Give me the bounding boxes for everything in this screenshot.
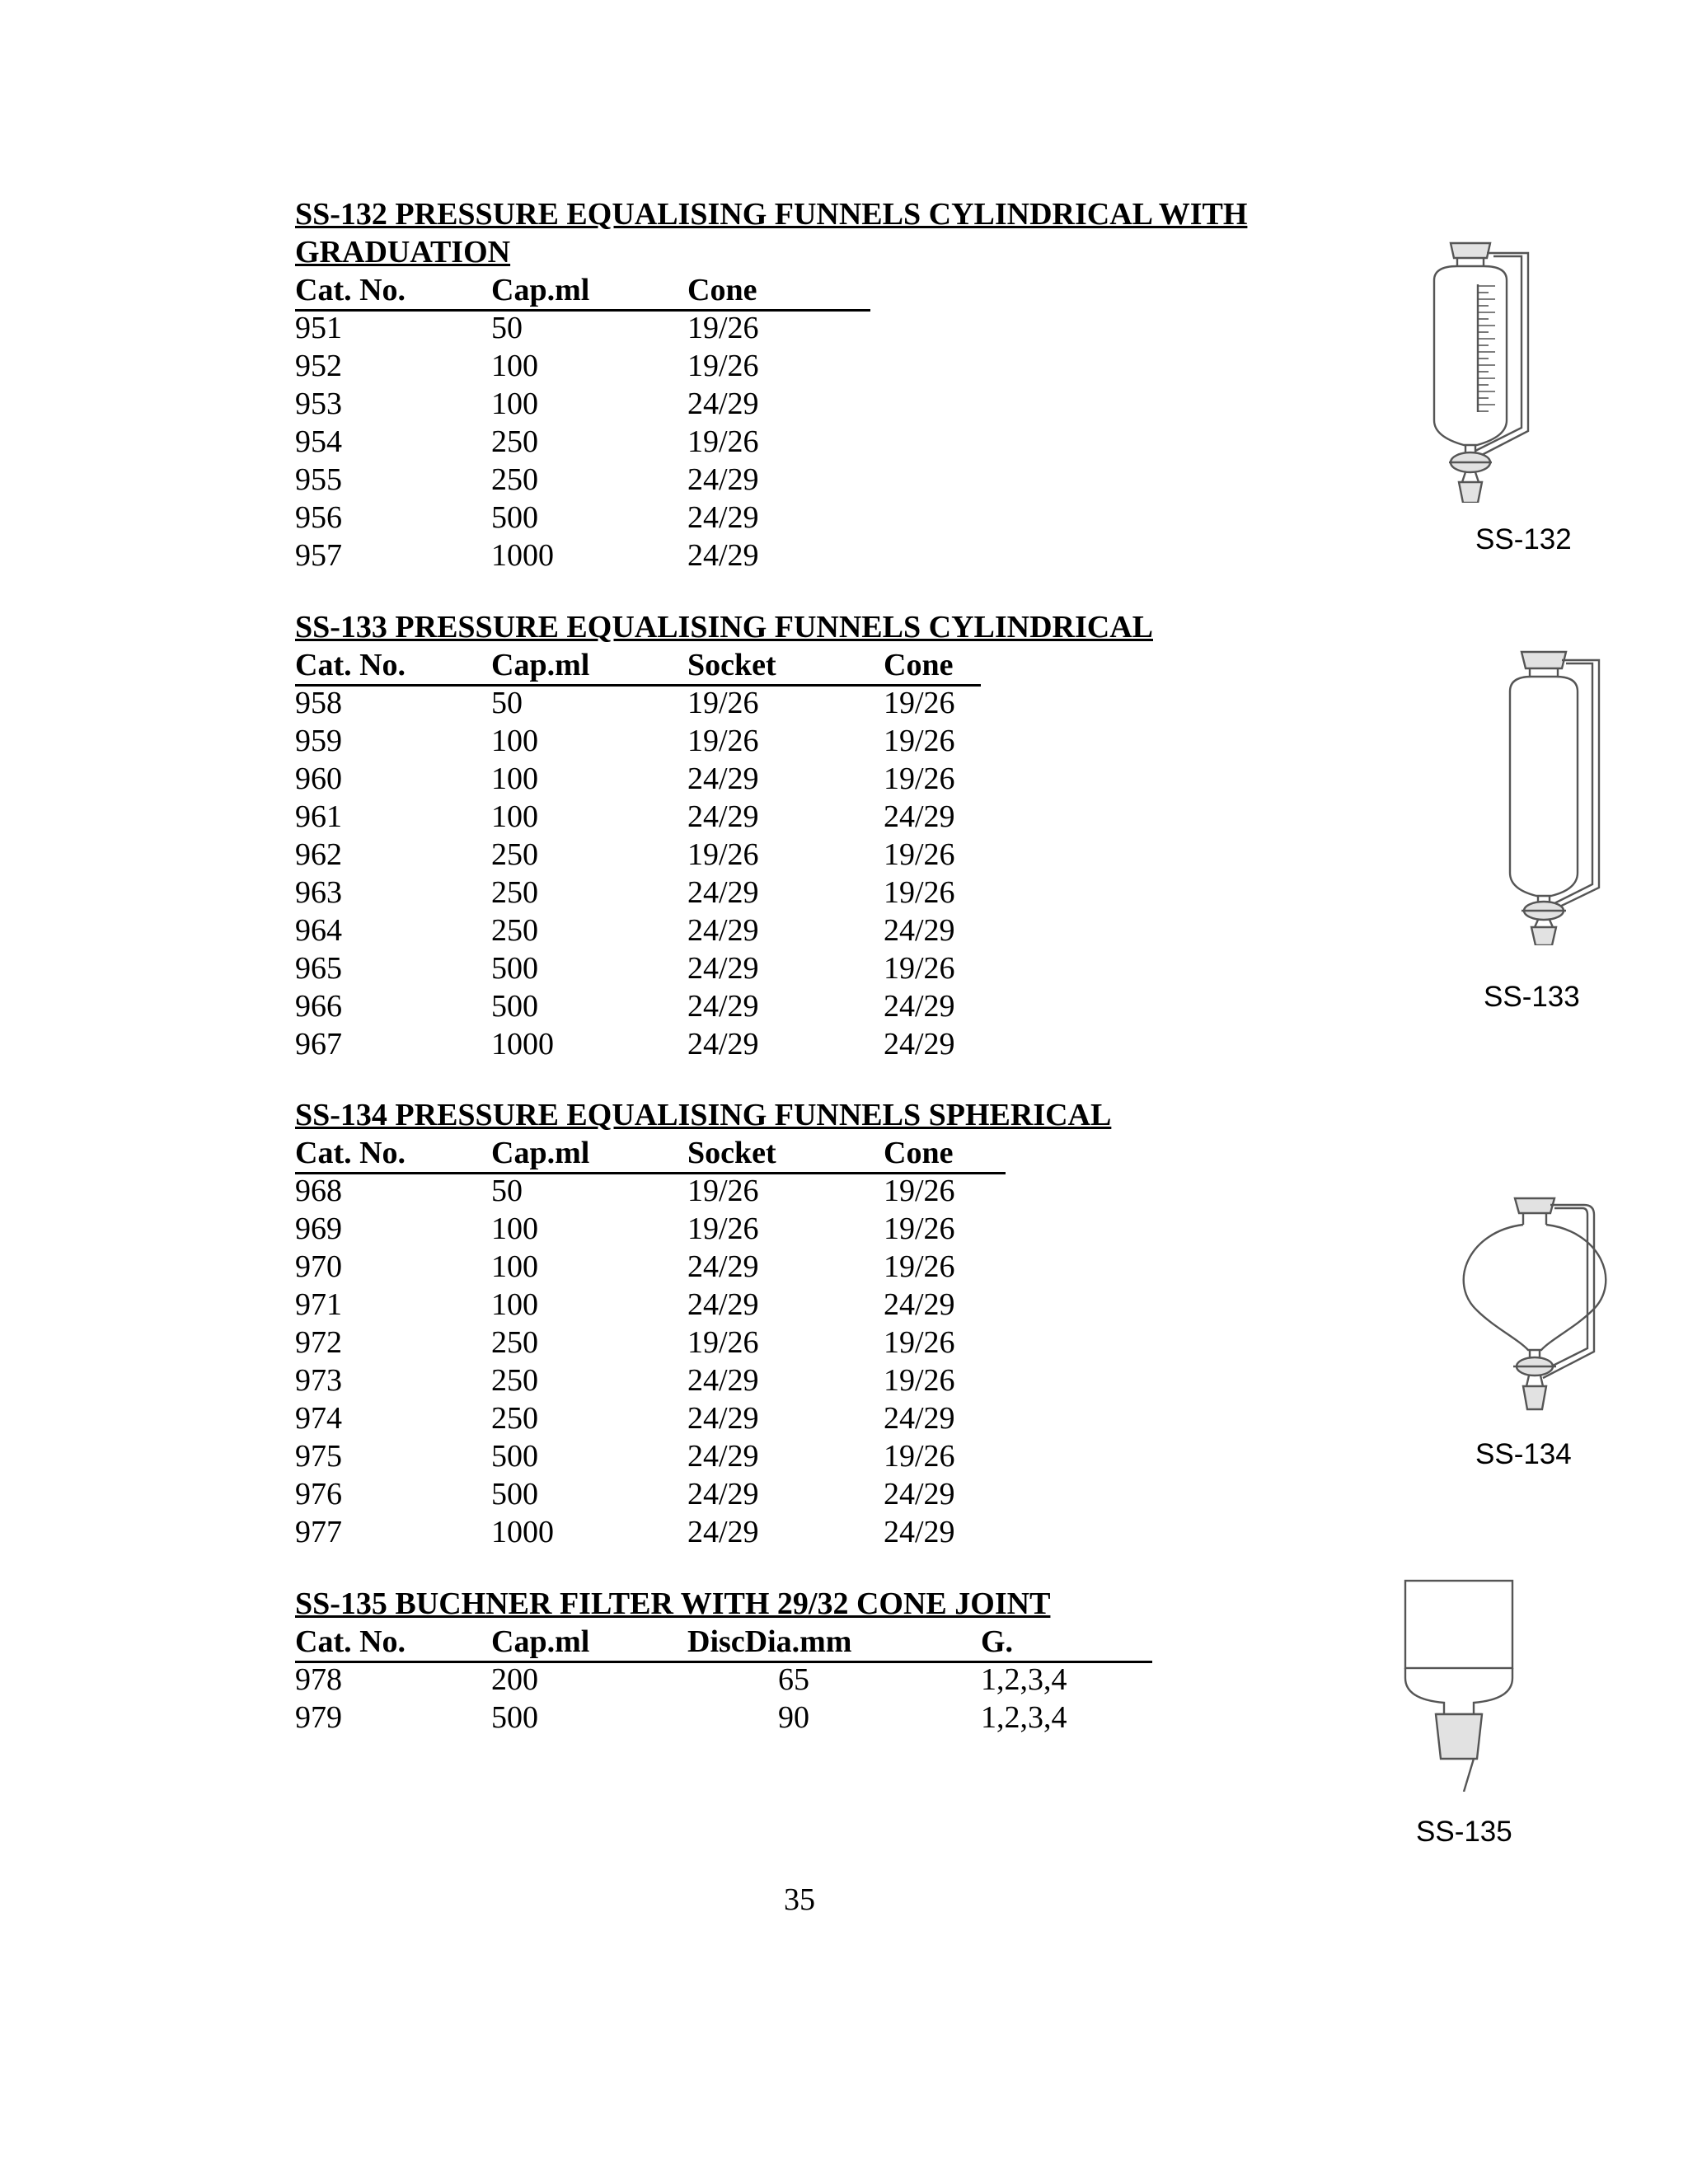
cell-cat-no: 956 [295, 500, 342, 535]
cell-grade: 1,2,3,4 [981, 1700, 1067, 1735]
cell-cap-ml: 100 [491, 1249, 538, 1284]
cell-cap-ml: 100 [491, 387, 538, 421]
cell-cap-ml: 200 [491, 1662, 538, 1697]
cell-cap-ml: 250 [491, 1401, 538, 1436]
cell-cap-ml: 100 [491, 724, 538, 758]
column-header-cap-ml: Cap.ml [491, 1136, 590, 1170]
cell-cone: 24/29 [884, 1401, 955, 1436]
section-title: SS-132 PRESSURE EQUALISING FUNNELS CYLINDRICAL WITH [295, 197, 1248, 232]
cell-cone: 24/29 [884, 799, 955, 834]
buchner-filter-icon [1393, 1576, 1525, 1792]
cell-disc-dia: 90 [778, 1700, 809, 1735]
column-header-cap-ml: Cap.ml [491, 1624, 590, 1659]
cell-cone: 19/26 [884, 1439, 955, 1474]
cell-cone: 19/26 [884, 1363, 955, 1398]
cell-cap-ml: 250 [491, 1363, 538, 1398]
section-title: SS-133 PRESSURE EQUALISING FUNNELS CYLINDRICAL [295, 610, 1153, 644]
cell-cat-no: 955 [295, 462, 342, 497]
table-header [295, 646, 981, 687]
cell-cat-no: 972 [295, 1325, 342, 1360]
cell-cap-ml: 100 [491, 1287, 538, 1322]
column-header-cat-no: Cat. No. [295, 1624, 406, 1659]
cell-socket: 19/26 [687, 724, 759, 758]
column-header-cat-no: Cat. No. [295, 273, 406, 307]
cell-cone: 19/26 [884, 875, 955, 910]
section-title: SS-134 PRESSURE EQUALISING FUNNELS SPHERICAL [295, 1098, 1112, 1132]
cell-cap-ml: 500 [491, 1477, 538, 1511]
cell-cat-no: 954 [295, 424, 342, 459]
column-header-socket: Socket [687, 648, 776, 682]
cell-cone: 19/26 [884, 724, 955, 758]
cell-cap-ml: 500 [491, 989, 538, 1024]
cell-cat-no: 976 [295, 1477, 342, 1511]
cell-cap-ml: 500 [491, 951, 538, 986]
cell-socket: 24/29 [687, 951, 759, 986]
cell-cone: 19/26 [884, 951, 955, 986]
cell-cone: 24/29 [687, 387, 759, 421]
cell-cap-ml: 100 [491, 349, 538, 383]
cell-socket: 19/26 [687, 686, 759, 720]
cell-cat-no: 978 [295, 1662, 342, 1697]
cell-cap-ml: 50 [491, 686, 523, 720]
section-title: SS-135 BUCHNER FILTER WITH 29/32 CONE JOINT [295, 1586, 1051, 1621]
cell-cat-no: 970 [295, 1249, 342, 1284]
cell-socket: 19/26 [687, 1325, 759, 1360]
cell-cone: 19/26 [687, 349, 759, 383]
cell-disc-dia: 65 [778, 1662, 809, 1697]
cell-cat-no: 957 [295, 538, 342, 573]
cell-socket: 24/29 [687, 1027, 759, 1062]
cell-grade: 1,2,3,4 [981, 1662, 1067, 1697]
cell-cone: 19/26 [884, 837, 955, 872]
cell-cat-no: 962 [295, 837, 342, 872]
cell-cone: 19/26 [884, 1325, 955, 1360]
cell-cat-no: 959 [295, 724, 342, 758]
cell-cone: 24/29 [884, 913, 955, 948]
cell-cone: 24/29 [884, 1027, 955, 1062]
cell-cone: 19/26 [884, 1249, 955, 1284]
cell-cone: 24/29 [687, 538, 759, 573]
cell-cat-no: 961 [295, 799, 342, 834]
cell-cat-no: 968 [295, 1174, 342, 1208]
column-header-grade: G. [981, 1624, 1014, 1659]
cell-socket: 24/29 [687, 1287, 759, 1322]
column-header-cone: Cone [884, 648, 954, 682]
cell-cat-no: 974 [295, 1401, 342, 1436]
cell-socket: 24/29 [687, 1439, 759, 1474]
cell-cat-no: 971 [295, 1287, 342, 1322]
figure-label-ss-134: SS-134 [1475, 1438, 1572, 1470]
column-header-cone: Cone [884, 1136, 954, 1170]
cell-socket: 19/26 [687, 1212, 759, 1246]
cell-cap-ml: 50 [491, 1174, 523, 1208]
cell-cone: 24/29 [884, 989, 955, 1024]
cell-cap-ml: 250 [491, 913, 538, 948]
cell-cone: 19/26 [884, 686, 955, 720]
cell-cone: 24/29 [884, 1287, 955, 1322]
figure-label-ss-133: SS-133 [1484, 981, 1580, 1013]
cell-cat-no: 953 [295, 387, 342, 421]
cell-cat-no: 969 [295, 1212, 342, 1246]
cell-cap-ml: 100 [491, 799, 538, 834]
cell-socket: 19/26 [687, 837, 759, 872]
cell-cone: 24/29 [884, 1477, 955, 1511]
cell-cap-ml: 250 [491, 875, 538, 910]
spherical-funnel-icon [1452, 1195, 1617, 1413]
figure-label-ss-135: SS-135 [1416, 1816, 1512, 1848]
page-number: 35 [784, 1882, 815, 1917]
cell-cap-ml: 1000 [491, 1515, 554, 1549]
cell-cap-ml: 250 [491, 837, 538, 872]
cell-cap-ml: 1000 [491, 538, 554, 573]
cell-cat-no: 952 [295, 349, 342, 383]
cell-cone: 19/26 [687, 311, 759, 345]
cell-cap-ml: 250 [491, 1325, 538, 1360]
cell-cap-ml: 500 [491, 1439, 538, 1474]
cell-cat-no: 965 [295, 951, 342, 986]
cell-cat-no: 958 [295, 686, 342, 720]
figure-label-ss-132: SS-132 [1475, 523, 1572, 555]
cell-cap-ml: 100 [491, 762, 538, 796]
cell-cat-no: 967 [295, 1027, 342, 1062]
cell-socket: 24/29 [687, 1249, 759, 1284]
cell-cap-ml: 500 [491, 1700, 538, 1735]
cell-socket: 24/29 [687, 1401, 759, 1436]
cell-socket: 24/29 [687, 1363, 759, 1398]
cylindrical-funnel-icon [1484, 649, 1648, 945]
column-header-cat-no: Cat. No. [295, 1136, 406, 1170]
cell-cat-no: 973 [295, 1363, 342, 1398]
column-header-disc-dia: DiscDia.mm [687, 1624, 852, 1659]
cell-cone: 24/29 [687, 462, 759, 497]
cell-cap-ml: 250 [491, 462, 538, 497]
cell-cat-no: 960 [295, 762, 342, 796]
column-header-cone: Cone [687, 273, 757, 307]
cell-cap-ml: 250 [491, 424, 538, 459]
cell-cone: 24/29 [884, 1515, 955, 1549]
cell-socket: 24/29 [687, 875, 759, 910]
cell-cap-ml: 1000 [491, 1027, 554, 1062]
cell-socket: 24/29 [687, 1515, 759, 1549]
cell-socket: 24/29 [687, 913, 759, 948]
cell-socket: 24/29 [687, 799, 759, 834]
column-header-cap-ml: Cap.ml [491, 648, 590, 682]
cell-cat-no: 951 [295, 311, 342, 345]
table-header [295, 1134, 1006, 1174]
cell-socket: 24/29 [687, 762, 759, 796]
column-header-cap-ml: Cap.ml [491, 273, 590, 307]
cell-cap-ml: 500 [491, 500, 538, 535]
cell-cone: 19/26 [884, 1174, 955, 1208]
cell-cone: 19/26 [687, 424, 759, 459]
section-title-line2: GRADUATION [295, 235, 511, 269]
column-header-socket: Socket [687, 1136, 776, 1170]
cylindrical-graduated-funnel-icon [1385, 235, 1582, 503]
cell-cap-ml: 50 [491, 311, 523, 345]
cell-cat-no: 977 [295, 1515, 342, 1549]
table-header [295, 1623, 1152, 1663]
cell-cat-no: 975 [295, 1439, 342, 1474]
cell-cat-no: 966 [295, 989, 342, 1024]
cell-socket: 19/26 [687, 1174, 759, 1208]
cell-cone: 19/26 [884, 1212, 955, 1246]
cell-socket: 24/29 [687, 1477, 759, 1511]
cell-cat-no: 963 [295, 875, 342, 910]
cell-cap-ml: 100 [491, 1212, 538, 1246]
column-header-cat-no: Cat. No. [295, 648, 406, 682]
cell-cone: 24/29 [687, 500, 759, 535]
cell-cone: 19/26 [884, 762, 955, 796]
cell-cat-no: 964 [295, 913, 342, 948]
table-header [295, 271, 870, 312]
cell-socket: 24/29 [687, 989, 759, 1024]
cell-cat-no: 979 [295, 1700, 342, 1735]
